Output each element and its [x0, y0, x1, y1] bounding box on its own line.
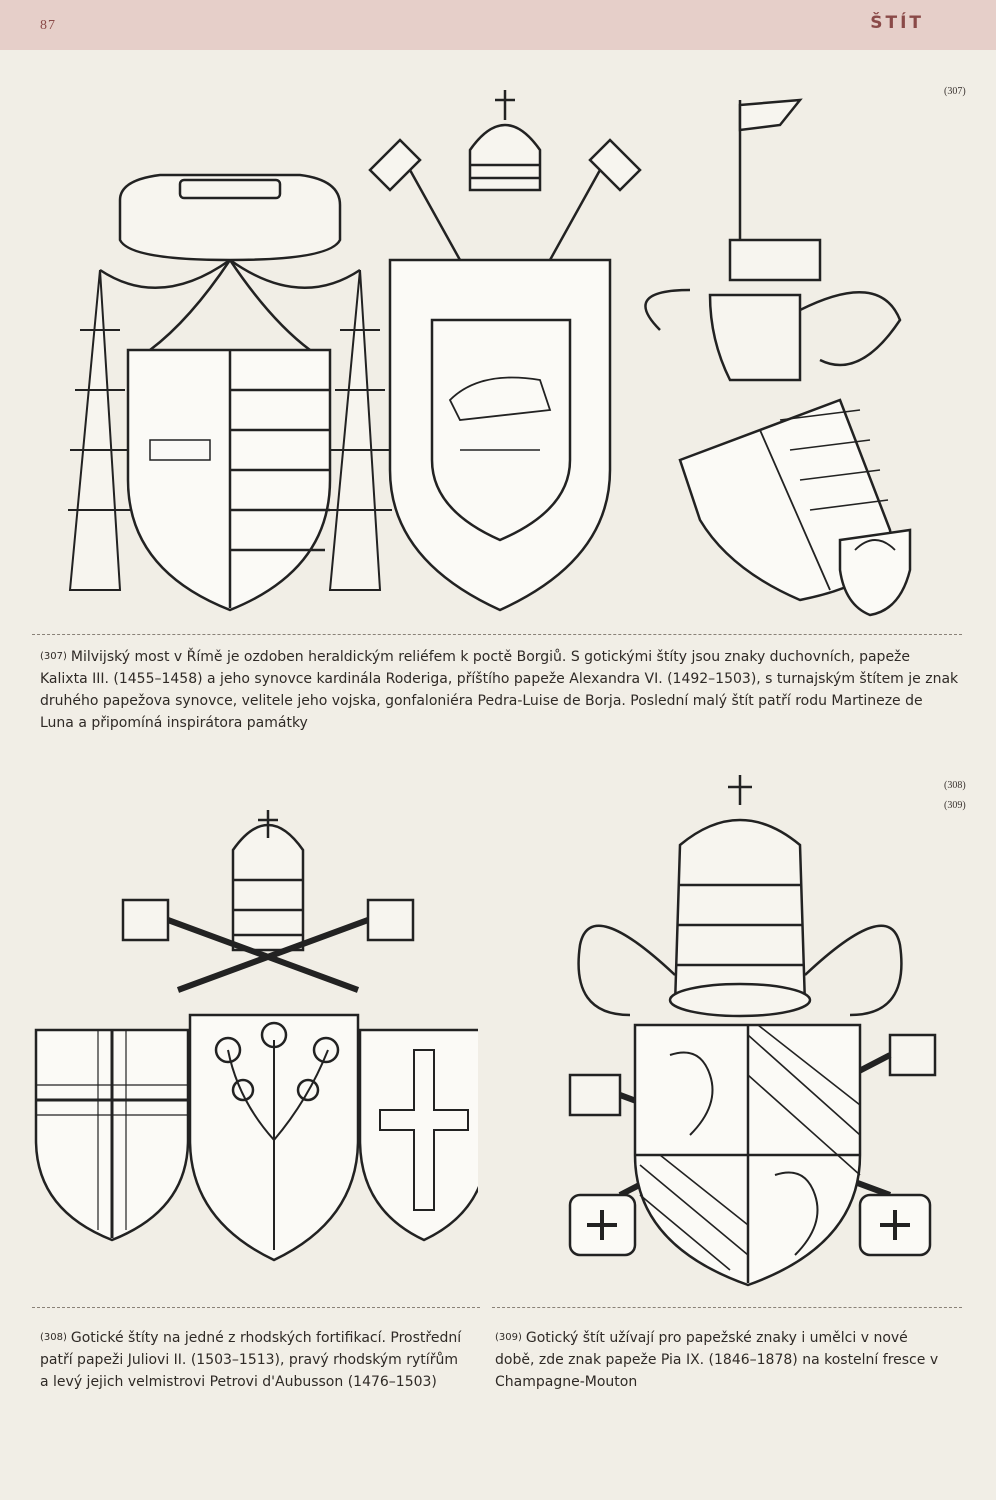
caption-text-307: Milvijský most v Římě je ozdoben heraldickým reliéfem k poctě Borgiů. S gotickými štíty jsou znaky duchovních, papeže Kalixta III. (1455–1458) a jeho synovce kardinála Roderiga, příštího papeže Alexandra VI. (1492–1503), s turnajským štítem je znak druhého papežova synovce, velitele jeho vojska, gonfaloniéra Pedra-Luise de Borja. Poslední malý štít patří rodu Martineze de Luna a připomíná inspirátora památky: [40, 649, 959, 731]
cushion-right-icon: [860, 1195, 930, 1255]
caption-number-308: (308): [40, 1332, 67, 1343]
tassels-left-icon: [68, 270, 132, 590]
illustration-308: [28, 810, 478, 1270]
illustration-309: [560, 775, 950, 1295]
cardinal-hat-icon: [100, 175, 360, 350]
shield-small-icon: [840, 530, 910, 615]
shield-cardinal-icon: [128, 350, 330, 610]
caption-309: [495, 1327, 950, 1393]
shield-right-cross-icon: [360, 1030, 478, 1240]
papal-tiara-icon: [670, 775, 810, 1016]
caption-308: [40, 1327, 470, 1393]
shield-left-cross-icon: [36, 1030, 188, 1240]
shield-pius-icon: [635, 1025, 860, 1285]
caption-307: [40, 646, 960, 734]
tassels-right-icon: [328, 270, 392, 590]
section-title: ŠTÍT: [870, 13, 924, 33]
papal-tiara-icon: [470, 90, 540, 190]
cushion-left-icon: [570, 1195, 635, 1255]
caption-text-308: Gotické štíty na jedné z rhodských fortifikací. Prostřední patří papeži Juliovi II. (1503–1513), pravý rhodským rytířům a levý jejich velmistrovi Petrovi d'Aubusson (1476–1503): [40, 1330, 462, 1390]
figure-ref-308: (308): [944, 780, 966, 791]
page-number: 87: [40, 18, 56, 33]
caption-number-309: (309): [495, 1332, 522, 1343]
illustration-307: [40, 80, 930, 630]
divider-308: [32, 1307, 480, 1308]
divider-307: [32, 634, 962, 635]
figure-ref-307: (307): [944, 86, 966, 97]
shield-pope-icon: [390, 260, 610, 610]
caption-text-309: Gotický štít užívají pro papežské znaky i umělci v nové době, zde znak papeže Pia IX. (1846–1878) na kostelní fresce v Champagne-Mouton: [495, 1330, 939, 1390]
papal-tiara-icon: [233, 810, 303, 950]
tournament-helm-icon: [645, 100, 900, 380]
page-header: [0, 0, 996, 50]
caption-number-307: (307): [40, 651, 67, 662]
divider-309: [492, 1307, 962, 1308]
shield-center-oak-icon: [190, 1015, 358, 1260]
figure-ref-309: (309): [944, 800, 966, 811]
